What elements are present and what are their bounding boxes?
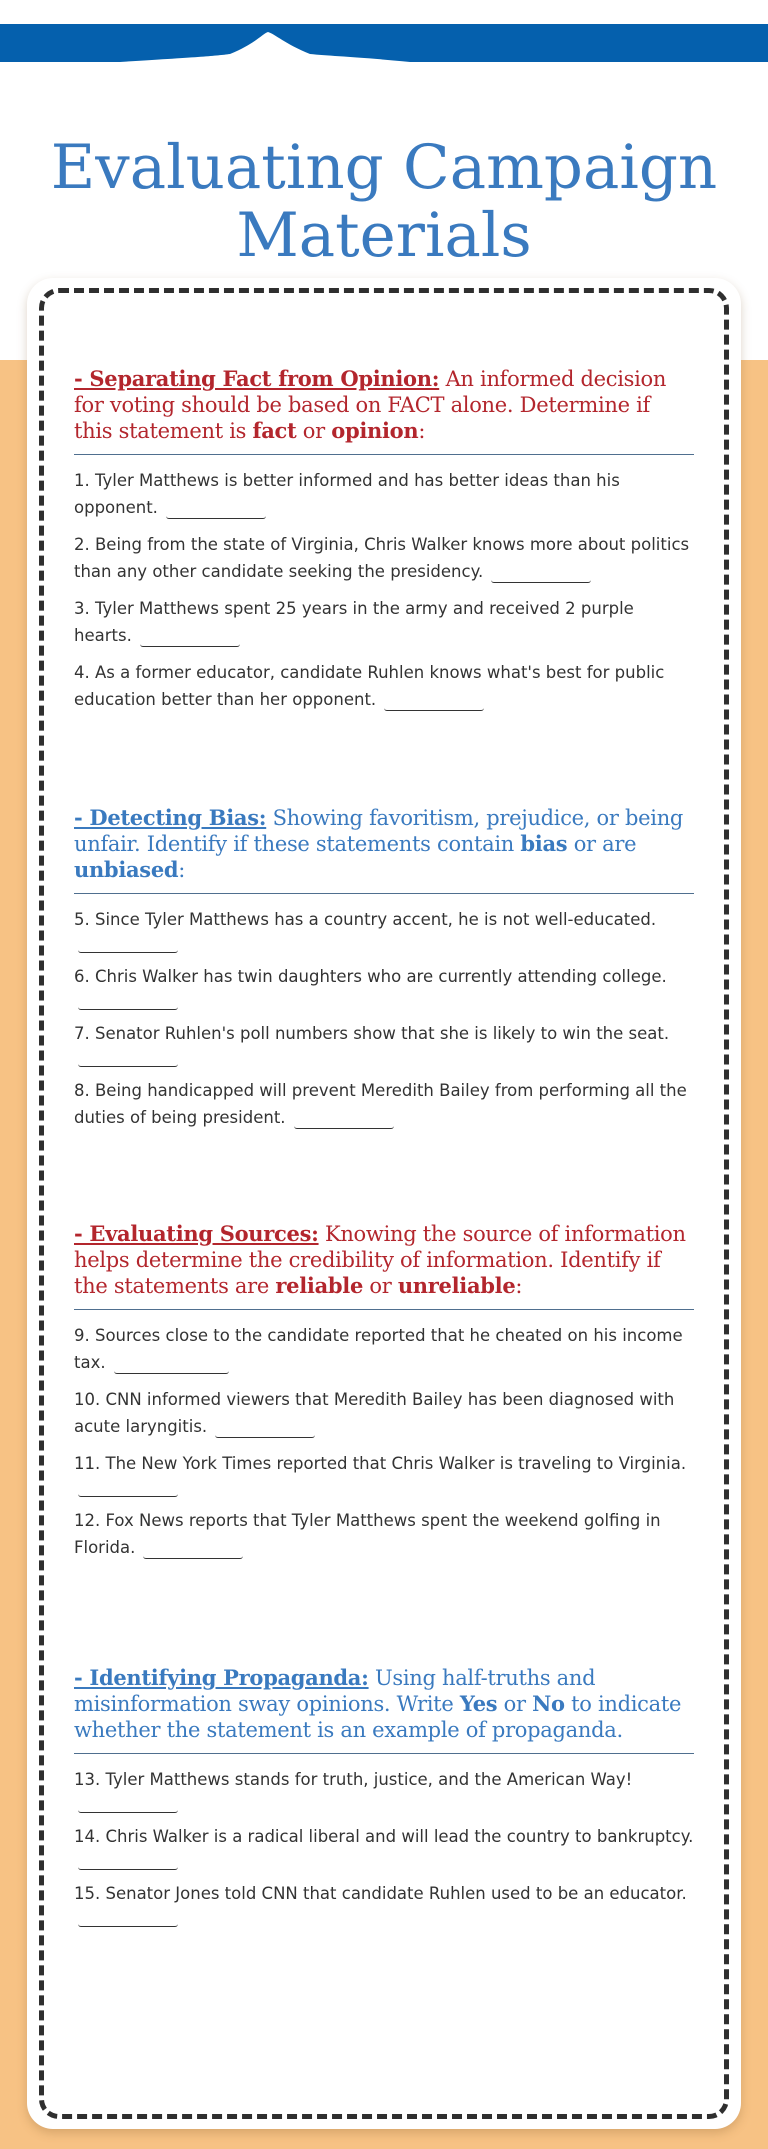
answer-blank-2[interactable]: [491, 573, 591, 583]
answer-blank-8[interactable]: [294, 1119, 394, 1129]
worksheet-content: [74, 366, 694, 1937]
section-description: Using half-truths and misinformation sway opinions. Write: [74, 1666, 596, 1716]
heading-end: to indicate whether the statement is an example of propaganda.: [74, 1692, 682, 1742]
keyword-unbiased: unbiased: [74, 857, 179, 882]
section-heading: [74, 366, 694, 444]
section-description: Knowing the source of information helps determine the credibility of information. Identify if the statements are: [74, 1222, 686, 1298]
section-title: - Detecting Bias:: [74, 805, 267, 830]
answer-blank-9[interactable]: [114, 1364, 229, 1374]
keyword-opinion: opinion: [331, 418, 419, 443]
section-title: - Separating Fact from Opinion:: [74, 366, 440, 391]
divider: [74, 1753, 694, 1754]
question-text: 11. The New York Times reported that Chris Walker is traveling to Virginia.: [74, 1454, 687, 1473]
answer-blank-1[interactable]: [166, 509, 266, 519]
question-text: 5. Since Tyler Matthews has a country accent, he is not well-educated.: [74, 910, 657, 929]
question-14: [74, 1823, 694, 1870]
section-identifying-propaganda: [74, 1665, 694, 1927]
answer-blank-15[interactable]: [78, 1915, 178, 1927]
header-banner: [0, 24, 768, 62]
answer-blank-11[interactable]: [78, 1485, 178, 1497]
question-3: [74, 595, 694, 649]
question-13: [74, 1766, 694, 1813]
answer-blank-12[interactable]: [143, 1549, 243, 1559]
question-7: [74, 1020, 694, 1067]
question-text: 12. Fox News reports that Tyler Matthews spent the weekend golfing in Florida.: [74, 1511, 661, 1557]
page-title-line1: Evaluating Campaign: [50, 132, 718, 203]
section-detecting-bias: [74, 805, 694, 1131]
question-text: 4. As a former educator, candidate Ruhlen knows what's best for public education better than her opponent.: [74, 663, 665, 709]
question-10: [74, 1386, 694, 1440]
answer-blank-4[interactable]: [384, 701, 484, 711]
section-description: Showing favoritism, prejudice, or being unfair. Identify if these statements contain: [74, 806, 684, 856]
section-fact-opinion: [74, 366, 694, 713]
page-title: [0, 134, 768, 270]
keyword-unreliable: unreliable: [397, 1273, 516, 1298]
divider: [74, 454, 694, 455]
banner-peak-decoration: [0, 24, 768, 62]
section-spacer: [74, 723, 694, 805]
answer-blank-6[interactable]: [78, 998, 178, 1010]
question-text: 10. CNN informed viewers that Meredith Bailey has been diagnosed with acute laryngitis.: [74, 1390, 675, 1436]
section-evaluating-sources: [74, 1221, 694, 1561]
answer-blank-5[interactable]: [78, 941, 178, 953]
question-6: [74, 963, 694, 1010]
answer-blank-7[interactable]: [78, 1055, 178, 1067]
section-spacer: [74, 1571, 694, 1665]
section-heading: [74, 1221, 694, 1299]
worksheet-card: [27, 278, 741, 2129]
question-9: [74, 1322, 694, 1376]
question-12: [74, 1507, 694, 1561]
keyword-no: No: [532, 1691, 565, 1716]
divider: [74, 1309, 694, 1310]
question-text: 13. Tyler Matthews stands for truth, justice, and the American Way!: [74, 1770, 633, 1789]
question-text: 2. Being from the state of Virginia, Chris Walker knows more about politics than any other candidate seeking the presidency.: [74, 535, 690, 581]
connector-text: or: [296, 419, 332, 443]
question-text: 1. Tyler Matthews is better informed and has better ideas than his opponent.: [74, 471, 620, 517]
connector-text: or: [497, 1692, 533, 1716]
section-title: - Identifying Propaganda:: [74, 1665, 369, 1690]
question-text: 14. Chris Walker is a radical liberal and will lead the country to bankruptcy.: [74, 1827, 694, 1846]
section-heading: [74, 1665, 694, 1743]
keyword-bias: bias: [520, 831, 568, 856]
question-11: [74, 1450, 694, 1497]
connector-text: or are: [567, 832, 637, 856]
heading-end: :: [178, 858, 186, 882]
question-text: 6. Chris Walker has twin daughters who are currently attending college.: [74, 967, 667, 986]
heading-end: :: [418, 419, 426, 443]
section-description: An informed decision for voting should be based on FACT alone. Determine if this statement is: [74, 367, 667, 443]
question-4: [74, 659, 694, 713]
question-5: [74, 906, 694, 953]
question-8: [74, 1077, 694, 1131]
page-title-line2: Materials: [236, 200, 532, 271]
top-margin: [0, 0, 768, 24]
question-2: [74, 531, 694, 585]
heading-end: :: [515, 1274, 523, 1298]
answer-blank-13[interactable]: [78, 1801, 178, 1813]
divider: [74, 893, 694, 894]
section-spacer: [74, 1141, 694, 1221]
question-text: 3. Tyler Matthews spent 25 years in the army and received 2 purple hearts.: [74, 599, 634, 645]
keyword-reliable: reliable: [275, 1273, 363, 1298]
question-text: 8. Being handicapped will prevent Meredith Bailey from performing all the duties of being president.: [74, 1081, 687, 1127]
question-text: 7. Senator Ruhlen's poll numbers show that she is likely to win the seat.: [74, 1024, 670, 1043]
keyword-fact: fact: [252, 418, 297, 443]
connector-text: or: [363, 1274, 398, 1298]
question-15: [74, 1880, 694, 1927]
question-text: 9. Sources close to the candidate reported that he cheated on his income tax.: [74, 1326, 683, 1372]
keyword-yes: Yes: [459, 1691, 498, 1716]
section-title: - Evaluating Sources:: [74, 1221, 319, 1246]
answer-blank-14[interactable]: [78, 1858, 178, 1870]
question-text: 15. Senator Jones told CNN that candidate Ruhlen used to be an educator.: [74, 1884, 687, 1903]
answer-blank-10[interactable]: [215, 1428, 315, 1438]
answer-blank-3[interactable]: [140, 637, 240, 647]
section-heading: [74, 805, 694, 883]
question-1: [74, 467, 694, 521]
